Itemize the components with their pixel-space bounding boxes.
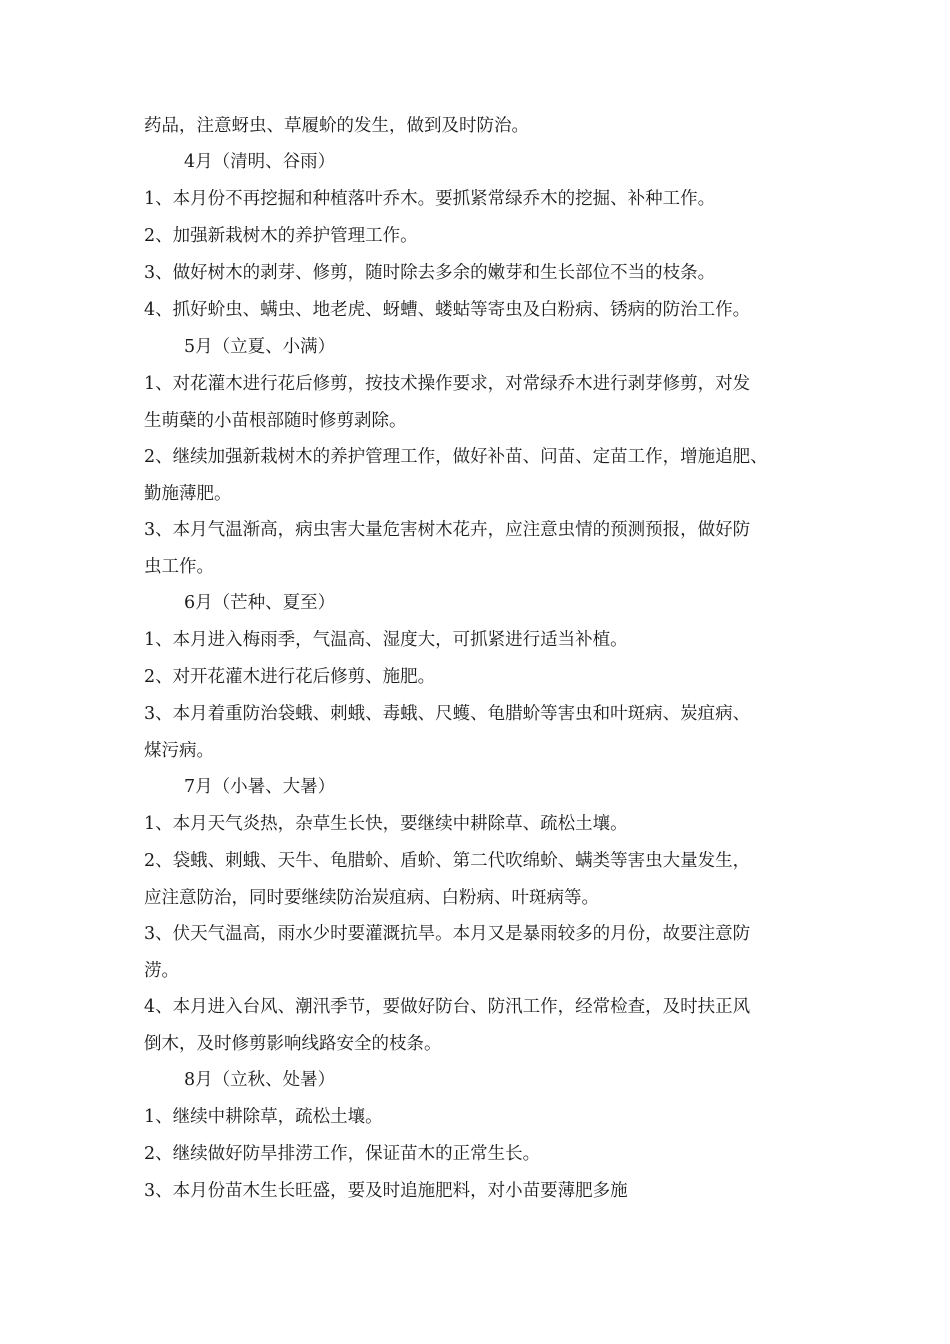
text-line: 1、继续中耕除草，疏松土壤。 xyxy=(144,1107,383,1127)
text-line: 3、做好树木的剥芽、修剪，随时除去多余的嫩芽和生长部位不当的枝条。 xyxy=(144,263,716,283)
text-line: 2、对开花灌木进行花后修剪、施肥。 xyxy=(144,667,436,687)
text-line: 2、袋蛾、刺蛾、天牛、龟腊蚧、盾蚧、第二代吹绵蚧、螨类等害虫大量发生， xyxy=(144,851,751,871)
month-heading-april: 4月（清明、谷雨） xyxy=(184,152,336,172)
text-line: 煤污病。 xyxy=(144,741,214,761)
text-line: 勤施薄肥。 xyxy=(144,484,232,504)
month-heading-june: 6月（芒种、夏至） xyxy=(184,593,336,613)
text-line: 应注意防治，同时要继续防治炭疽病、白粉病、叶斑病等。 xyxy=(144,888,599,908)
text-line: 虫工作。 xyxy=(144,557,214,577)
text-line: 2、继续加强新栽树木的养护管理工作，做好补苗、问苗、定苗工作，增施追肥、 xyxy=(144,447,768,467)
text-line: 1、对花灌木进行花后修剪，按技术操作要求，对常绿乔木进行剥芽修剪，对发 xyxy=(144,374,751,394)
month-heading-july: 7月（小暑、大暑） xyxy=(184,777,336,797)
document-body xyxy=(144,108,824,1210)
text-line: 3、本月气温渐高，病虫害大量危害树木花卉，应注意虫情的预测预报，做好防 xyxy=(144,520,751,540)
month-heading-may: 5月（立夏、小满） xyxy=(184,337,336,357)
text-line: 1、本月份不再挖掘和种植落叶乔木。要抓紧常绿乔木的挖掘、补种工作。 xyxy=(144,189,716,209)
month-heading-august: 8月（立秋、处暑） xyxy=(184,1070,336,1090)
text-line: 倒木，及时修剪影响线路安全的枝条。 xyxy=(144,1034,442,1054)
text-line: 生萌蘖的小苗根部随时修剪剥除。 xyxy=(144,411,407,431)
text-line: 1、本月天气炎热，杂草生长快，要继续中耕除草、疏松土壤。 xyxy=(144,814,628,834)
text-line: 1、本月进入梅雨季，气温高、湿度大，可抓紧进行适当补植。 xyxy=(144,630,628,650)
text-line: 4、本月进入台风、潮汛季节，要做好防台、防汛工作，经常检查，及时扶正风 xyxy=(144,997,751,1017)
text-line: 2、继续做好防旱排涝工作，保证苗木的正常生长。 xyxy=(144,1144,541,1164)
text-line: 3、伏天气温高，雨水少时要灌溉抗旱。本月又是暴雨较多的月份，故要注意防 xyxy=(144,924,751,944)
text-line: 3、本月份苗木生长旺盛，要及时追施肥料，对小苗要薄肥多施 xyxy=(144,1181,628,1201)
text-line: 4、抓好蚧虫、螨虫、地老虎、蚜螬、蝼蛄等寄虫及白粉病、锈病的防治工作。 xyxy=(144,300,751,320)
text-line: 2、加强新栽树木的养护管理工作。 xyxy=(144,226,418,246)
text-line: 涝。 xyxy=(144,961,179,981)
text-line: 3、本月着重防治袋蛾、刺蛾、毒蛾、尺蠖、龟腊蚧等害虫和叶斑病、炭疽病、 xyxy=(144,704,751,724)
text-line: 药品，注意蚜虫、草履蚧的发生，做到及时防治。 xyxy=(144,116,529,136)
